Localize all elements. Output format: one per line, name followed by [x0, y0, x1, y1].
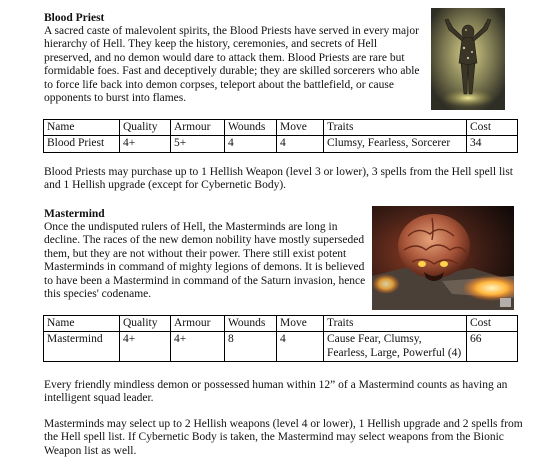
cell-move: 4 [277, 332, 324, 362]
cell-cost: 66 [467, 332, 518, 362]
cell-move: 4 [277, 136, 324, 152]
header-wounds: Wounds [225, 316, 277, 332]
table-row [44, 332, 518, 362]
cell-cost: 34 [467, 136, 518, 152]
mastermind-title: Mastermind [44, 208, 105, 220]
cell-traits: Cause Fear, Clumsy, Fearless, Large, Powerful (4) [324, 332, 467, 362]
blood-priest-stat-table [43, 119, 518, 153]
mastermind-leader-note: Every friendly mindless demon or possessed human within 12” of a Mastermind counts as having an intelligent squad leader. [44, 379, 508, 405]
cell-traits: Clumsy, Fearless, Sorcerer [324, 136, 467, 152]
cell-armour: 5+ [171, 136, 225, 152]
cell-name: Blood Priest [44, 136, 120, 152]
cell-wounds: 8 [225, 332, 277, 362]
blood-priest-description: A sacred caste of malevolent spirits, the Blood Priests have served in every major hierarchy of Hell. They keep the history, ceremonies, and secrets of Hell preserved, and no demon would dare to attack them. Blood Priests are rare but formidable foes. Fast and deceptively durable; they are skilled sorcerers who able to force life back into demon corpses, teleport about the battlefield, or cause opponents to burst into flames. [44, 25, 420, 105]
header-cost: Cost [467, 316, 518, 332]
header-quality: Quality [120, 120, 171, 136]
cell-quality: 4+ [120, 136, 171, 152]
header-wounds: Wounds [225, 120, 277, 136]
table-row [44, 136, 518, 152]
table-header-row [44, 316, 518, 332]
header-traits: Traits [324, 316, 467, 332]
mastermind-description: Once the undisputed rulers of Hell, the Masterminds are long in decline. The races of the new demon nobility have mostly superseded them, but they are not without their power. There still exist potent Masterminds in command of mighty legions of demons. It is believed to have been a Mastermind in command of the Saturn invasion, hence this species' codename. [44, 221, 366, 301]
blood-priest-equipment-note: Blood Priests may purchase up to 1 Hellish Weapon (level 3 or lower), 3 spells from the Hell spell list and 1 Hellish upgrade (except for Cybernetic Body). [44, 166, 514, 192]
table-header-row [44, 120, 518, 136]
header-move: Move [277, 316, 324, 332]
cell-armour: 4+ [171, 332, 225, 362]
header-name: Name [44, 316, 120, 332]
cell-name: Mastermind [44, 332, 120, 362]
cell-quality: 4+ [120, 332, 171, 362]
mastermind-stat-table [43, 315, 518, 362]
header-move: Move [277, 120, 324, 136]
blood-priest-portrait [431, 8, 505, 110]
blood-priest-title: Blood Priest [44, 12, 105, 24]
header-cost: Cost [467, 120, 518, 136]
header-name: Name [44, 120, 120, 136]
mastermind-equipment-note: Masterminds may select up to 2 Hellish weapons (level 4 or lower), 1 Hellish upgrade and 2 spells from the Hell spell list. If Cybernetic Body is taken, the Mastermind may select weapons from the Bionic Weapon list as well. [44, 418, 523, 457]
cell-wounds: 4 [225, 136, 277, 152]
mastermind-portrait [372, 206, 514, 310]
header-armour: Armour [171, 120, 225, 136]
header-quality: Quality [120, 316, 171, 332]
header-armour: Armour [171, 316, 225, 332]
header-traits: Traits [324, 120, 467, 136]
